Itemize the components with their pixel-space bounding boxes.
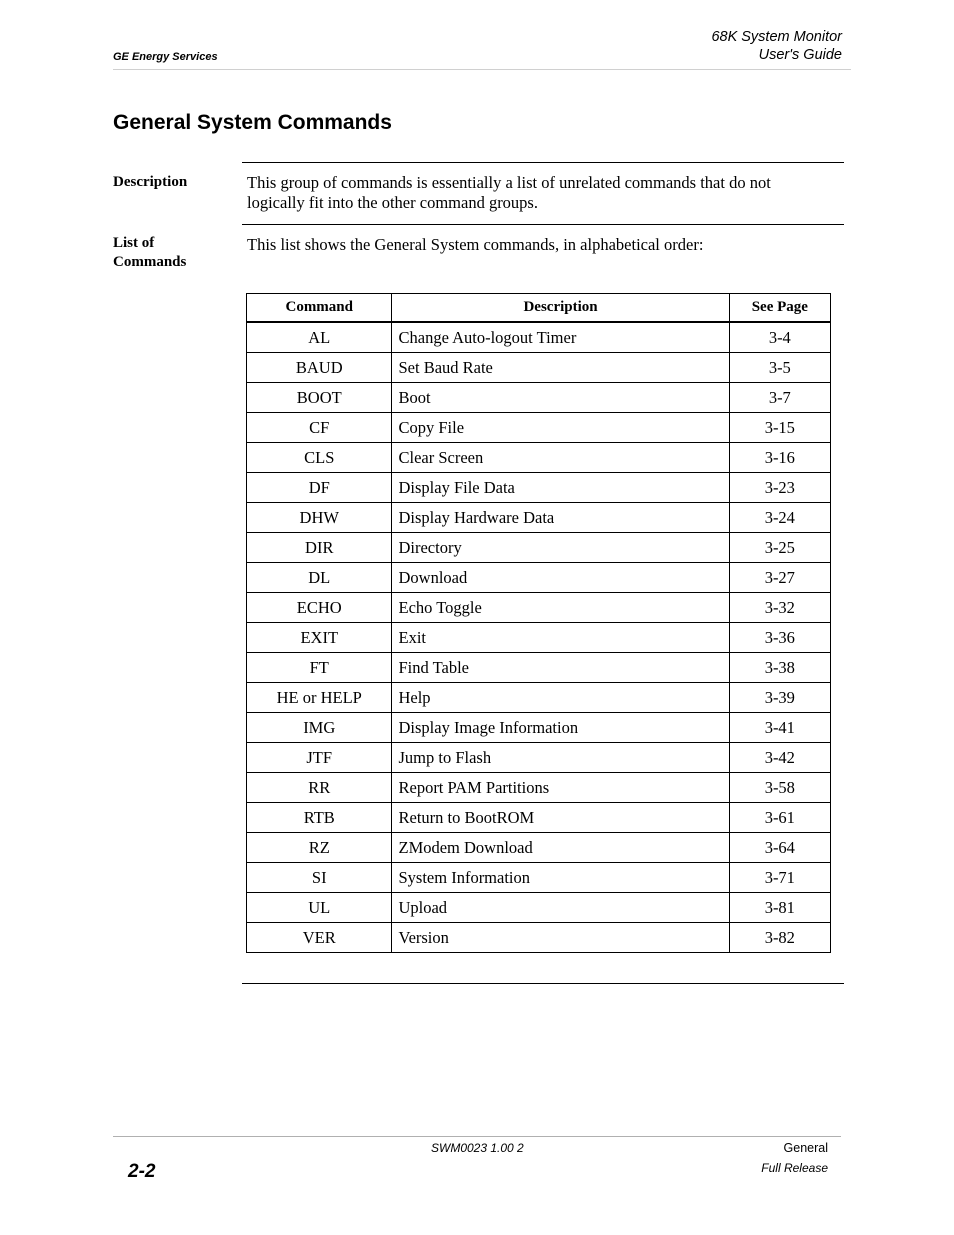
table-row xyxy=(247,683,831,713)
description-text xyxy=(247,173,837,213)
document-title xyxy=(711,28,842,64)
footer-divider xyxy=(113,1136,841,1137)
cell-description: Copy File xyxy=(392,413,729,443)
header-divider xyxy=(113,69,851,70)
cell-description: Version xyxy=(392,923,729,953)
cell-see-page: 3-15 xyxy=(729,413,830,443)
footer-chapter: General xyxy=(783,1141,828,1155)
section-bottom-rule xyxy=(242,983,844,984)
cell-command: DL xyxy=(247,563,392,593)
table-row xyxy=(247,923,831,953)
footer-doc-id: SWM0023 1.00 2 xyxy=(431,1141,524,1155)
cell-see-page: 3-58 xyxy=(729,773,830,803)
cell-see-page: 3-27 xyxy=(729,563,830,593)
cell-see-page: 3-5 xyxy=(729,353,830,383)
cell-command: CLS xyxy=(247,443,392,473)
cell-command: JTF xyxy=(247,743,392,773)
table-row xyxy=(247,443,831,473)
cell-description: Upload xyxy=(392,893,729,923)
cell-see-page: 3-82 xyxy=(729,923,830,953)
table-row xyxy=(247,322,831,353)
cell-see-page: 3-42 xyxy=(729,743,830,773)
cell-see-page: 3-41 xyxy=(729,713,830,743)
cell-see-page: 3-23 xyxy=(729,473,830,503)
list-label-line1: List of xyxy=(113,235,155,251)
description-top-rule xyxy=(242,162,844,163)
section-title: General System Commands xyxy=(113,111,392,134)
list-intro-text: This list shows the General System commands, in alphabetical order: xyxy=(247,235,704,254)
table-row xyxy=(247,833,831,863)
cell-command: AL xyxy=(247,322,392,353)
cell-command: IMG xyxy=(247,713,392,743)
commands-table xyxy=(246,293,831,953)
cell-see-page: 3-61 xyxy=(729,803,830,833)
cell-description: Exit xyxy=(392,623,729,653)
cell-command: UL xyxy=(247,893,392,923)
table-row xyxy=(247,803,831,833)
cell-see-page: 3-64 xyxy=(729,833,830,863)
cell-description: Display Image Information xyxy=(392,713,729,743)
cell-see-page: 3-16 xyxy=(729,443,830,473)
cell-see-page: 3-7 xyxy=(729,383,830,413)
table-row xyxy=(247,893,831,923)
cell-command: RZ xyxy=(247,833,392,863)
table-row xyxy=(247,863,831,893)
cell-description: Display Hardware Data xyxy=(392,503,729,533)
cell-command: VER xyxy=(247,923,392,953)
table-row xyxy=(247,623,831,653)
cell-description: Download xyxy=(392,563,729,593)
table-row xyxy=(247,473,831,503)
cell-command: EXIT xyxy=(247,623,392,653)
cell-see-page: 3-32 xyxy=(729,593,830,623)
description-label: Description xyxy=(113,174,188,190)
cell-command: RTB xyxy=(247,803,392,833)
cell-see-page: 3-39 xyxy=(729,683,830,713)
footer-release: Full Release xyxy=(761,1161,828,1175)
cell-command: HE or HELP xyxy=(247,683,392,713)
cell-command: DHW xyxy=(247,503,392,533)
table-header-row xyxy=(247,294,831,323)
cell-command: SI xyxy=(247,863,392,893)
table-row xyxy=(247,533,831,563)
cell-description: Echo Toggle xyxy=(392,593,729,623)
table-row xyxy=(247,773,831,803)
table-row xyxy=(247,713,831,743)
description-text-line1: This group of commands is essentially a list of unrelated commands that do not xyxy=(247,173,771,192)
cell-command: ECHO xyxy=(247,593,392,623)
table-row xyxy=(247,383,831,413)
cell-description: System Information xyxy=(392,863,729,893)
table-row xyxy=(247,563,831,593)
cell-description: Directory xyxy=(392,533,729,563)
cell-command: BAUD xyxy=(247,353,392,383)
table-row xyxy=(247,653,831,683)
column-header-see-page: See Page xyxy=(729,294,830,323)
cell-command: DF xyxy=(247,473,392,503)
cell-command: RR xyxy=(247,773,392,803)
list-of-commands-label xyxy=(113,234,186,272)
cell-command: BOOT xyxy=(247,383,392,413)
description-text-line2: logically fit into the other command groups. xyxy=(247,193,538,212)
document-title-line2: User's Guide xyxy=(758,47,842,63)
cell-command: CF xyxy=(247,413,392,443)
cell-see-page: 3-24 xyxy=(729,503,830,533)
cell-command: DIR xyxy=(247,533,392,563)
table-row xyxy=(247,743,831,773)
column-header-description: Description xyxy=(392,294,729,323)
cell-description: Return to BootROM xyxy=(392,803,729,833)
cell-see-page: 3-71 xyxy=(729,863,830,893)
cell-see-page: 3-25 xyxy=(729,533,830,563)
company-name: GE Energy Services xyxy=(113,51,218,63)
cell-description: Report PAM Partitions xyxy=(392,773,729,803)
page-number: 2-2 xyxy=(128,1161,156,1182)
cell-description: Boot xyxy=(392,383,729,413)
cell-description: Change Auto-logout Timer xyxy=(392,322,729,353)
table-row xyxy=(247,503,831,533)
table-row xyxy=(247,593,831,623)
cell-see-page: 3-36 xyxy=(729,623,830,653)
column-header-command: Command xyxy=(247,294,392,323)
description-bottom-rule xyxy=(242,224,844,225)
cell-command: FT xyxy=(247,653,392,683)
document-title-line1: 68K System Monitor xyxy=(711,29,842,45)
table-row xyxy=(247,413,831,443)
cell-description: Clear Screen xyxy=(392,443,729,473)
cell-description: ZModem Download xyxy=(392,833,729,863)
cell-see-page: 3-4 xyxy=(729,322,830,353)
list-label-line2: Commands xyxy=(113,254,187,270)
table-row xyxy=(247,353,831,383)
cell-description: Find Table xyxy=(392,653,729,683)
cell-description: Set Baud Rate xyxy=(392,353,729,383)
cell-description: Help xyxy=(392,683,729,713)
cell-description: Jump to Flash xyxy=(392,743,729,773)
cell-see-page: 3-81 xyxy=(729,893,830,923)
cell-see-page: 3-38 xyxy=(729,653,830,683)
cell-description: Display File Data xyxy=(392,473,729,503)
